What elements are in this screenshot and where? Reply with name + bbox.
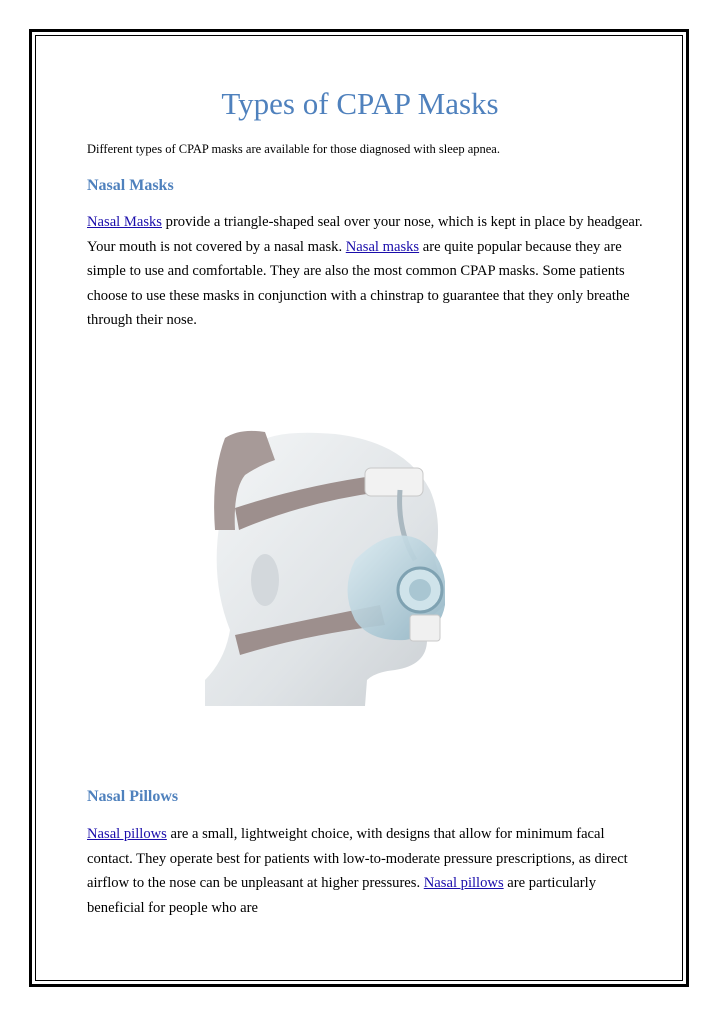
paragraph-nasal-pillows bbox=[87, 822, 647, 920]
heading-nasal-masks: Nasal Masks bbox=[87, 177, 174, 194]
link-nasal-masks[interactable]: Nasal Masks bbox=[87, 214, 162, 230]
paragraph-text: provide a triangle-shaped seal over your nose, which is kept in place by headgear. Your mouth is not covered by a nasal mask. bbox=[87, 214, 643, 255]
link-nasal-masks-2[interactable]: Nasal masks bbox=[345, 238, 420, 255]
paragraph-text: are quite popular because they are simple to use and comfortable. They are also the most common CPAP masks. Some patients choose to use these masks in conjunction with a chinstrap to guarantee that they only breathe through their nose. bbox=[87, 238, 630, 329]
document-title: Types of CPAP Masks bbox=[221, 86, 499, 121]
heading-nasal-pillows: Nasal Pillows bbox=[87, 788, 179, 805]
link-nasal-pillows-2[interactable]: Nasal pillows bbox=[423, 875, 504, 892]
paragraph-nasal-masks bbox=[87, 210, 647, 333]
nasal-mask-image bbox=[205, 430, 445, 706]
paragraph-text: are particularly beneficial for people who are bbox=[87, 875, 596, 916]
intro-text: Different types of CPAP masks are available for those diagnosed with sleep apnea. bbox=[87, 142, 500, 156]
link-nasal-pillows[interactable]: Nasal pillows bbox=[87, 826, 167, 842]
paragraph-text: are a small, lightweight choice, with designs that allow for minimum facal contact. They operate best for patients with low-to-moderate pressure prescriptions, as direct airflow to the nose can be unpleasant at higher pressures. bbox=[87, 826, 628, 892]
